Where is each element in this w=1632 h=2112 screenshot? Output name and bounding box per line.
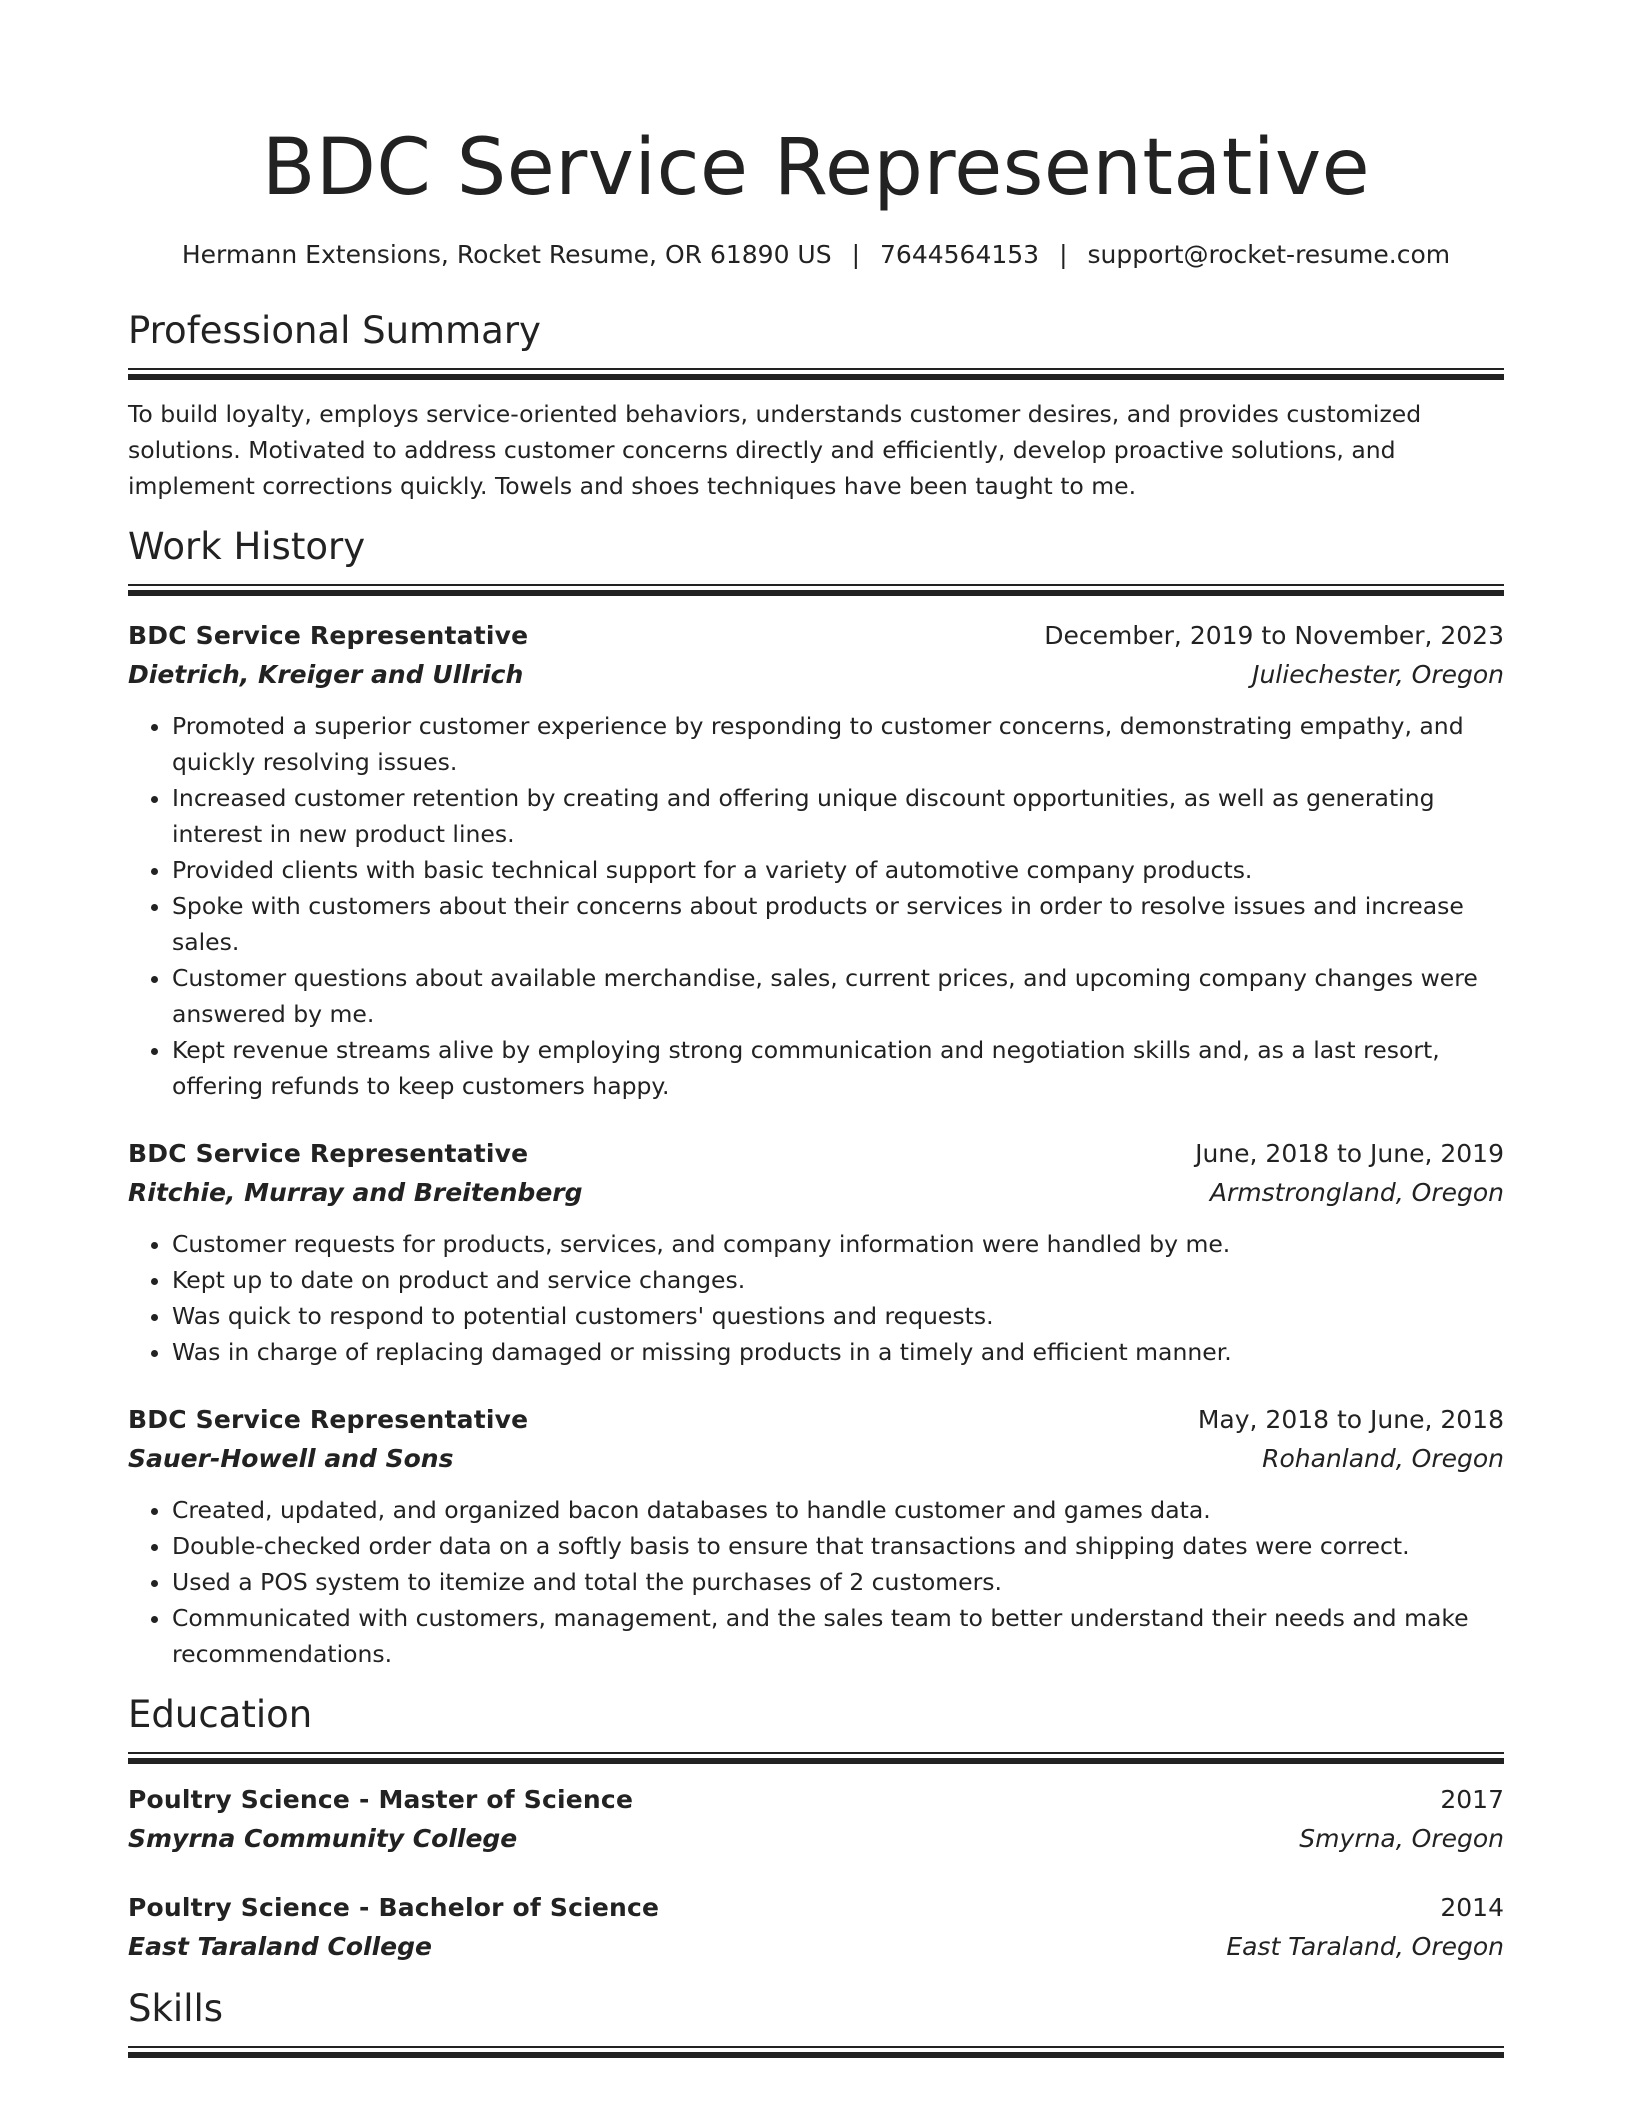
job-dates: December, 2019 to November, 2023 xyxy=(1044,621,1504,650)
job-entry xyxy=(128,616,1504,1104)
education-location: East Taraland, Oregon xyxy=(1226,1932,1504,1961)
job-bullet: • Kept revenue streams alive by employing strong communication and negotiation skills and, as a last resort, offering refunds to keep customers happy. xyxy=(172,1032,1504,1104)
contact-email: support@rocket-resume.com xyxy=(1087,240,1451,269)
job-bullets xyxy=(128,1226,1504,1370)
job-bullet: • Customer questions about available merchandise, sales, current prices, and upcoming company changes were answered by me. xyxy=(172,960,1504,1032)
candidate-name: BDC Service Representative xyxy=(261,123,1371,213)
job-bullet: • Increased customer retention by creating and offering unique discount opportunities, as well as generating interest in new product lines. xyxy=(172,780,1504,852)
job-title: BDC Service Representative xyxy=(128,621,529,650)
contact-address: Hermann Extensions, Rocket Resume, OR 61890 US xyxy=(181,240,832,269)
job-bullet: • Communicated with customers, management, and the sales team to better understand their needs and make recommendations. xyxy=(172,1600,1504,1672)
job-location: Juliechester, Oregon xyxy=(1252,660,1504,689)
contact-separator: | xyxy=(1059,240,1068,269)
work-section xyxy=(128,524,1504,1672)
education-year: 2014 xyxy=(1440,1893,1504,1922)
job-bullets xyxy=(128,1492,1504,1672)
education-location: Smyrna, Oregon xyxy=(1299,1824,1504,1853)
job-bullet: • Was in charge of replacing damaged or missing products in a timely and efficient manner. xyxy=(172,1334,1504,1370)
section-divider xyxy=(128,584,1504,596)
job-title: BDC Service Representative xyxy=(128,1405,529,1434)
job-bullet: • Was quick to respond to potential customers' questions and requests. xyxy=(172,1298,1504,1334)
job-bullet: • Used a POS system to itemize and total the purchases of 2 customers. xyxy=(172,1564,1504,1600)
summary-section xyxy=(128,308,1504,504)
job-bullet: • Created, updated, and organized bacon databases to handle customer and games data. xyxy=(172,1492,1504,1528)
job-location: Armstrongland, Oregon xyxy=(1209,1178,1504,1207)
section-divider xyxy=(128,2046,1504,2058)
job-bullet: • Promoted a superior customer experience by responding to customer concerns, demonstrating empathy, and quickly resolving issues. xyxy=(172,708,1504,780)
job-bullet: • Spoke with customers about their concerns about products or services in order to resolve issues and increase sales. xyxy=(172,888,1504,960)
job-dates: May, 2018 to June, 2018 xyxy=(1197,1405,1504,1434)
job-location: Rohanland, Oregon xyxy=(1262,1444,1504,1473)
education-degree: Poultry Science - Bachelor of Science xyxy=(128,1893,660,1922)
job-bullet: • Customer requests for products, services, and company information were handled by me. xyxy=(172,1226,1504,1262)
section-title-education: Education xyxy=(128,1693,313,1736)
education-school: Smyrna Community College xyxy=(128,1824,518,1853)
job-company: Sauer-Howell and Sons xyxy=(128,1444,454,1473)
education-year: 2017 xyxy=(1440,1785,1504,1814)
job-entry xyxy=(128,1400,1504,1672)
contact-line xyxy=(128,238,1504,272)
summary-text: To build loyalty, employs service-oriented behaviors, understands customer desires, and provides customized solutions. Motivated to address customer concerns directly and efficiently, develop proactive solutions, and implement corrections quickly. Towels and shoes techniques have been taught to me. xyxy=(128,400,1422,500)
job-entry xyxy=(128,1134,1504,1370)
job-bullet: • Double-checked order data on a softly basis to ensure that transactions and shipping dates were correct. xyxy=(172,1528,1504,1564)
education-entry xyxy=(128,1888,1504,1966)
education-section xyxy=(128,1692,1504,1966)
job-title: BDC Service Representative xyxy=(128,1139,529,1168)
job-bullet: • Provided clients with basic technical support for a variety of automotive company products. xyxy=(172,852,1504,888)
job-company: Ritchie, Murray and Breitenberg xyxy=(128,1178,583,1207)
section-divider xyxy=(128,1752,1504,1764)
section-title-work: Work History xyxy=(128,525,366,568)
education-entry xyxy=(128,1780,1504,1858)
job-company: Dietrich, Kreiger and Ullrich xyxy=(128,660,524,689)
contact-separator: | xyxy=(851,240,861,269)
education-school: East Taraland College xyxy=(128,1932,432,1961)
resume-page xyxy=(128,0,1504,2058)
section-title-summary: Professional Summary xyxy=(128,309,541,352)
job-bullets xyxy=(128,708,1504,1104)
contact-phone: 7644564153 xyxy=(880,240,1040,269)
skills-section xyxy=(128,1986,1504,2058)
section-title-skills: Skills xyxy=(128,1987,224,2030)
section-divider xyxy=(128,368,1504,380)
education-degree: Poultry Science - Master of Science xyxy=(128,1785,634,1814)
job-bullet: • Kept up to date on product and service changes. xyxy=(172,1262,1504,1298)
job-dates: June, 2018 to June, 2019 xyxy=(1195,1139,1504,1168)
